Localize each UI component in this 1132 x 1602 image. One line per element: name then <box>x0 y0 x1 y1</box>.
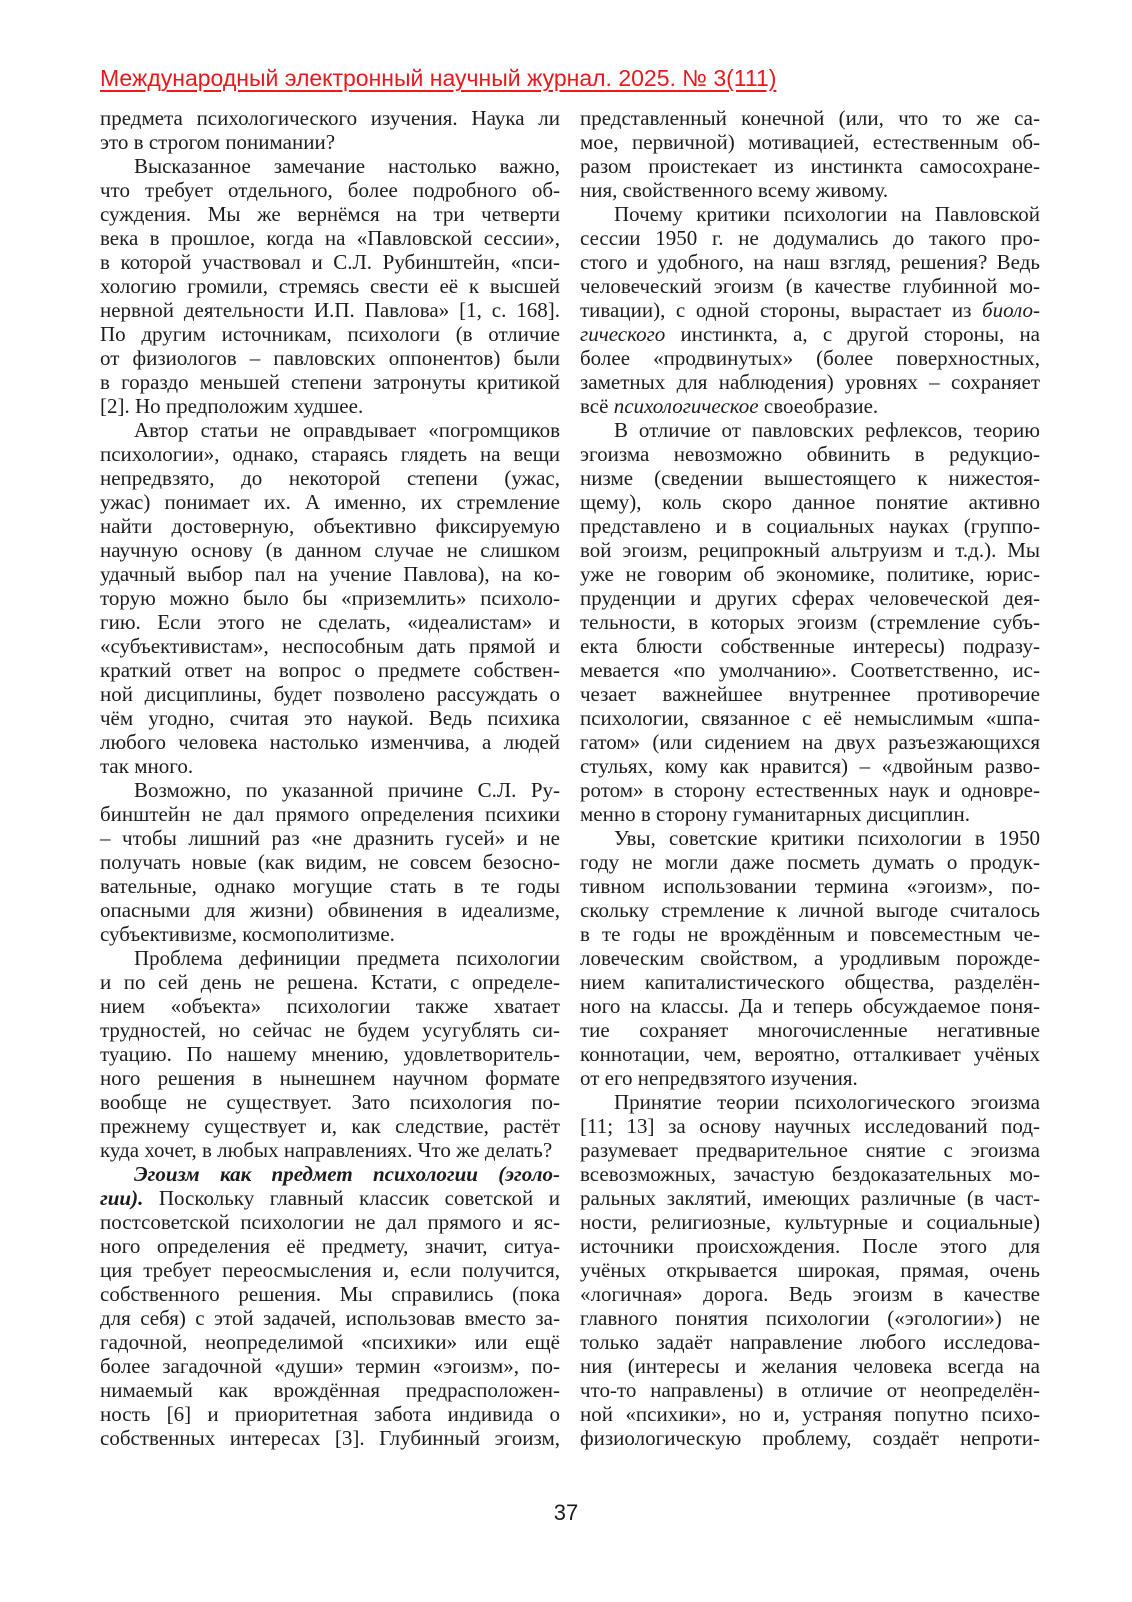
text-line <box>100 730 560 754</box>
text-line <box>580 322 1040 346</box>
text-run: Поскольку главный классик советской и <box>143 1186 560 1210</box>
text-line <box>580 1354 1040 1378</box>
text-line <box>580 370 1040 394</box>
text-run: ния (интересы и желания человека всегда на <box>580 1354 1040 1378</box>
text-run: менно в сторону гуманитарных дисциплин. <box>580 802 971 826</box>
text-line <box>100 1066 560 1090</box>
text-line <box>100 922 560 946</box>
text-line <box>100 1138 560 1162</box>
text-line <box>580 658 1040 682</box>
paragraph <box>580 106 1040 202</box>
text-run: разумевает предварительное снятие с эгоизма <box>580 1138 1040 1162</box>
text-line <box>100 754 560 778</box>
text-line <box>100 994 560 1018</box>
text-run: собственного решения. Мы справились (пока <box>100 1282 560 1306</box>
text-run: Принятие теории психологического эгоизма <box>614 1090 1040 1114</box>
text-run: ной дисциплины, будет позволено рассуждать о <box>100 682 560 706</box>
text-line <box>100 250 560 274</box>
text-run: в которой участвовал и С.Л. Рубинштейн, «пси- <box>100 250 560 274</box>
text-run: только задаёт направление любого исследова- <box>580 1330 1040 1354</box>
text-line <box>580 1426 1040 1450</box>
text-line <box>100 346 560 370</box>
text-run: низме (сведении вышестоящего к нижестоя- <box>580 466 1040 490</box>
text-line <box>580 1042 1040 1066</box>
text-line <box>100 298 560 322</box>
text-run: Автор статьи не оправдывает «погромщиков <box>134 418 560 442</box>
text-columns <box>100 106 1040 1450</box>
text-run: Высказанное замечание настолько важно, <box>134 154 560 178</box>
text-run: году не могли даже посметь думать о продук- <box>580 850 1040 874</box>
text-run: ральных заклятий, имеющих различные (в част- <box>580 1186 1040 1210</box>
text-line <box>100 322 560 346</box>
text-line <box>100 490 560 514</box>
text-run: психологии», однако, стараясь глядеть на вещи <box>100 442 560 466</box>
text-run: коннотации, чем, вероятно, отталкивает учёных <box>580 1042 1040 1066</box>
text-run: научную основу (в данном случае не слишком <box>100 538 560 562</box>
text-run: прежнему существует и, как следствие, растёт <box>100 1114 560 1138</box>
text-line <box>580 586 1040 610</box>
text-line <box>100 154 560 178</box>
text-line <box>100 418 560 442</box>
text-run: постсоветской психологии не дал прямого и яс- <box>100 1210 560 1234</box>
text-run: ность [6] и приоритетная забота индивида о <box>100 1402 560 1426</box>
text-run: человеческий эгоизм (в качестве глубинной мо- <box>580 274 1040 298</box>
text-line <box>100 370 560 394</box>
text-run: Увы, советские критики психологии в 1950 <box>614 826 1040 850</box>
text-run: стого и удобного, на наш взгляд, решения? Ведь <box>580 250 1040 274</box>
text-run: инстинкта, а, с другой стороны, на <box>665 322 1040 346</box>
text-run: заметных для наблюдения) уровнях – сохраняет <box>580 370 1040 394</box>
text-line <box>100 226 560 250</box>
paragraph <box>100 946 560 1162</box>
text-run: психологическое <box>613 394 759 418</box>
text-line <box>580 466 1040 490</box>
text-line <box>100 1090 560 1114</box>
text-line <box>100 274 560 298</box>
text-run: торую можно было бы «приземлить» психоло- <box>100 586 560 610</box>
text-line <box>100 1258 560 1282</box>
text-run: в те годы не врождённым и повсеместным че- <box>580 922 1040 946</box>
text-run: источники происхождения. После этого для <box>580 1234 1040 1258</box>
text-line <box>100 538 560 562</box>
text-run: что-то направлены) в отличие от неопределён- <box>580 1378 1040 1402</box>
text-line <box>580 1018 1040 1042</box>
text-line <box>580 1402 1040 1426</box>
text-line <box>100 610 560 634</box>
text-run: от физиологов – павловских оппонентов) были <box>100 346 560 370</box>
text-run: По другим источникам, психологи (в отличие <box>100 322 560 346</box>
paragraph <box>100 154 560 418</box>
text-line <box>580 418 1040 442</box>
text-run: [11; 13] за основу научных исследований под- <box>580 1114 1040 1138</box>
text-run: хологию громили, стремясь свести её к высшей <box>100 274 560 298</box>
paragraph <box>100 1162 560 1450</box>
text-run: Эгоизм как предмет психологии (эголо- <box>134 1162 560 1186</box>
text-run: ной «психики», но и, устраняя попутно психо- <box>580 1402 1040 1426</box>
page-number: 37 <box>553 1500 579 1525</box>
text-line <box>580 514 1040 538</box>
paragraph <box>100 778 560 946</box>
text-run: мое, первичной) мотивацией, естественным об- <box>580 130 1040 154</box>
text-line <box>100 130 560 154</box>
text-run: стульях, кому как нравится) – «двойным разво- <box>580 754 1040 778</box>
text-column-left <box>100 106 560 1450</box>
text-run: тельности, в которых эгоизм (стремление субъ- <box>580 610 1040 634</box>
text-line <box>100 1186 560 1210</box>
text-line <box>580 1210 1040 1234</box>
text-run: предмета психологического изучения. Наука ли <box>100 106 560 130</box>
text-run: туацию. По нашему мнению, удовлетворитель- <box>100 1042 560 1066</box>
text-run: тивации), с одной стороны, вырастает из <box>580 298 983 322</box>
text-line <box>100 1282 560 1306</box>
text-line <box>100 466 560 490</box>
text-run: главного понятия психологии («эгологии») не <box>580 1306 1040 1330</box>
text-line <box>100 178 560 202</box>
text-run: куда хочет, в любых направлениях. Что же делать? <box>100 1138 553 1162</box>
text-line <box>100 1330 560 1354</box>
text-line <box>100 850 560 874</box>
text-line <box>580 178 1040 202</box>
text-line <box>580 1162 1040 1186</box>
text-line <box>580 490 1040 514</box>
text-line <box>580 562 1040 586</box>
text-line <box>100 514 560 538</box>
text-line <box>580 778 1040 802</box>
text-run: В отличие от павловских рефлексов, теорию <box>614 418 1040 442</box>
text-line <box>580 442 1040 466</box>
text-line <box>580 1258 1040 1282</box>
text-line <box>580 1114 1040 1138</box>
text-run: щему), коль скоро данное понятие активно <box>580 490 1040 514</box>
text-run: удачный выбор пал на учение Павлова), на ко- <box>100 562 560 586</box>
text-run: нием «объекта» психологии также хватает <box>100 994 560 1018</box>
text-run: всевозможных, зачастую бездоказательных мо- <box>580 1162 1040 1186</box>
text-run: века в прошлое, когда на «Павловской сессии», <box>100 226 560 250</box>
text-line <box>100 562 560 586</box>
text-run: «субъективистам», неспособным дать прямой и <box>100 634 560 658</box>
text-line <box>580 1282 1040 1306</box>
text-line <box>100 706 560 730</box>
text-run: ловеческим свойством, а уродливым порожде- <box>580 946 1040 970</box>
text-run: чём угодно, считая это наукой. Ведь психика <box>100 706 560 730</box>
text-line <box>100 658 560 682</box>
text-run: физиологическую проблему, создаёт непроти- <box>580 1426 1040 1450</box>
text-run: учёных открывается широкая, прямая, очень <box>580 1258 1040 1282</box>
text-run: и по сей день не решена. Кстати, с определе- <box>100 970 560 994</box>
text-line <box>100 1378 560 1402</box>
text-run: пруденции и других сферах человеческой дея- <box>580 586 1040 610</box>
text-run: вательные, однако могущие стать в те годы <box>100 874 560 898</box>
text-line <box>100 970 560 994</box>
text-run: трудностей, но сейчас не будем усугублять си- <box>100 1018 560 1042</box>
text-line <box>100 202 560 226</box>
paragraph <box>580 418 1040 826</box>
text-line <box>100 1162 560 1186</box>
paragraph <box>580 202 1040 418</box>
text-line <box>100 1354 560 1378</box>
text-line <box>580 106 1040 130</box>
text-run: – чтобы лишний раз «не дразнить гусей» и не <box>100 826 560 850</box>
text-line <box>580 946 1040 970</box>
text-run: представлено и в социальных науках (группо- <box>580 514 1040 538</box>
text-line <box>100 826 560 850</box>
text-line <box>100 1114 560 1138</box>
text-run: екта блюсти собственные интересы) подразу- <box>580 634 1040 658</box>
text-run: психологии, связанное с её немыслимым «шпа- <box>580 706 1040 730</box>
text-line <box>580 202 1040 226</box>
text-run: чезает важнейшее внутреннее противоречие <box>580 682 1040 706</box>
text-line <box>100 802 560 826</box>
text-run: Возможно, по указанной причине С.Л. Ру- <box>134 778 560 802</box>
journal-header: Международный электронный научный журнал. 2025. № 3(111) <box>100 65 777 91</box>
text-line <box>100 1402 560 1426</box>
text-line <box>100 682 560 706</box>
text-line <box>580 754 1040 778</box>
text-run: [2]. Но предположим худшее. <box>100 394 364 418</box>
text-run: непредвзято, до некоторой степени (ужас, <box>100 466 560 490</box>
text-line <box>580 346 1040 370</box>
text-line <box>100 1426 560 1450</box>
text-line <box>100 394 560 418</box>
text-run: уже не говорим об экономике, политике, юрис- <box>580 562 1040 586</box>
text-line <box>100 1306 560 1330</box>
text-run: ности, религиозные, культурные и социальные) <box>580 1210 1040 1234</box>
text-run: Почему критики психологии на Павловской <box>614 202 1040 226</box>
text-run: от его непредвзятого изучения. <box>580 1066 858 1090</box>
text-line <box>580 1138 1040 1162</box>
text-line <box>580 898 1040 922</box>
text-run: краткий ответ на вопрос о предмете собствен- <box>100 658 560 682</box>
text-run: ротом» в сторону естественных наук и одновре- <box>580 778 1040 802</box>
text-run: гического <box>580 322 666 346</box>
text-line <box>100 1234 560 1258</box>
text-run: найти достоверную, объективно фиксируемую <box>100 514 560 538</box>
text-line <box>580 1090 1040 1114</box>
text-line <box>100 1210 560 1234</box>
text-run: ужас) понимает их. А именно, их стремление <box>100 490 560 514</box>
text-line <box>580 850 1040 874</box>
text-run: мевается «по умолчанию». Соответственно, ис- <box>580 658 1040 682</box>
text-run: нием капиталистического общества, разделён- <box>580 970 1040 994</box>
text-run: гадочной, неопределимой «психики» или ещё <box>100 1330 560 1354</box>
text-line <box>580 994 1040 1018</box>
text-line <box>100 946 560 970</box>
text-column-right <box>580 106 1040 1450</box>
text-run: эгоизма невозможно обвинить в редукцио- <box>580 442 1040 466</box>
text-line <box>580 922 1040 946</box>
text-line <box>580 1234 1040 1258</box>
text-line <box>580 826 1040 850</box>
text-line <box>100 874 560 898</box>
text-run: представленный конечной (или, что то же са- <box>580 106 1040 130</box>
text-run: гии). <box>100 1186 144 1210</box>
paragraph <box>100 418 560 778</box>
text-run: нервной деятельности И.П. Павлова» [1, с. 168]. <box>100 298 560 322</box>
text-line <box>100 1042 560 1066</box>
text-line <box>580 970 1040 994</box>
text-line <box>580 682 1040 706</box>
text-run: гию. Если этого не сделать, «идеалистам» и <box>100 610 560 634</box>
text-run: разом проистекает из инстинкта самосохране- <box>580 154 1040 178</box>
text-run: своеобразие. <box>758 394 879 418</box>
text-run: более «продвинутых» (более поверхностных, <box>580 346 1040 370</box>
text-run: скольку стремление к личной выгоде считалось <box>580 898 1040 922</box>
text-run: ного решения в нынешнем научном формате <box>100 1066 560 1090</box>
text-line <box>100 778 560 802</box>
text-run: «логичная» дорога. Ведь эгоизм в качестве <box>580 1282 1040 1306</box>
text-run: что требует отдельного, более подробного об- <box>100 178 560 202</box>
text-line <box>100 442 560 466</box>
text-run: бинштейн не дал прямого определения психики <box>100 802 560 826</box>
text-line <box>100 106 560 130</box>
paragraph <box>100 106 560 154</box>
text-line <box>580 610 1040 634</box>
text-run: суждения. Мы же вернёмся на три четверти <box>100 202 560 226</box>
text-run: вой эгоизм, реципрокный альтруизм и т.д.). Мы <box>580 538 1040 562</box>
text-run: получать новые (как видим, не совсем безосно- <box>100 850 560 874</box>
text-line <box>580 130 1040 154</box>
text-run: опасными для жизни) обвинения в идеализме, <box>100 898 560 922</box>
text-run: любого человека настолько изменчива, а людей <box>100 730 560 754</box>
text-line <box>580 274 1040 298</box>
text-line <box>580 1330 1040 1354</box>
text-run: это в строгом понимании? <box>100 130 336 154</box>
text-line <box>580 154 1040 178</box>
text-line <box>100 1018 560 1042</box>
paragraph <box>580 826 1040 1090</box>
text-line <box>580 634 1040 658</box>
text-run: ного на классы. Да и теперь обсуждаемое поня- <box>580 994 1040 1018</box>
text-run: нимаемый как врождённая предрасположен- <box>100 1378 560 1402</box>
text-line <box>580 706 1040 730</box>
text-run: ция требует переосмысления и, если получится, <box>100 1258 560 1282</box>
text-run: ния, свойственного всему живому. <box>580 178 889 202</box>
text-run: сессии 1950 г. не додумались до такого про- <box>580 226 1040 250</box>
text-run: субъективизме, космополитизме. <box>100 922 395 946</box>
text-line <box>580 802 1040 826</box>
text-line <box>580 226 1040 250</box>
text-line <box>100 586 560 610</box>
text-line <box>580 538 1040 562</box>
text-run: гатом» (или сидением на двух разъезжающихся <box>580 730 1040 754</box>
text-line <box>580 1306 1040 1330</box>
text-line <box>580 874 1040 898</box>
text-run: в гораздо меньшей степени затронуты критикой <box>100 370 560 394</box>
text-line <box>580 394 1040 418</box>
text-line <box>580 1186 1040 1210</box>
text-run: биоло- <box>982 298 1040 322</box>
text-run: так много. <box>100 754 194 778</box>
text-line <box>580 1066 1040 1090</box>
text-run: ного определения её предмету, значит, ситуа- <box>100 1234 560 1258</box>
text-run: вообще не существует. Зато психология по- <box>100 1090 560 1114</box>
text-line <box>580 250 1040 274</box>
text-line <box>580 298 1040 322</box>
text-line <box>580 730 1040 754</box>
text-run: тивном использовании термина «эгоизм», по- <box>580 874 1040 898</box>
text-line <box>100 634 560 658</box>
paragraph <box>580 1090 1040 1450</box>
text-run: всё <box>580 394 614 418</box>
text-run: Проблема дефиниции предмета психологии <box>134 946 560 970</box>
text-run: тие сохраняет многочисленные негативные <box>580 1018 1040 1042</box>
text-line <box>100 898 560 922</box>
text-run: более загадочной «души» термин «эгоизм», по- <box>100 1354 560 1378</box>
text-run: для себя) с этой задачей, использовав вместо за- <box>100 1306 560 1330</box>
text-run: собственных интересах [3]. Глубинный эгоизм, <box>100 1426 560 1450</box>
text-line <box>580 1378 1040 1402</box>
